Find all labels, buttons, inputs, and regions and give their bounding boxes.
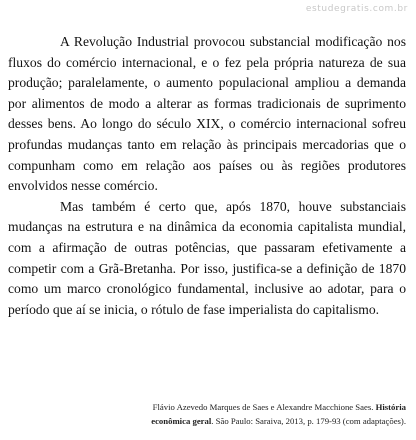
citation-title: História econômica geral [151,402,406,426]
paragraph-2: Mas também é certo que, após 1870, houve substanciais mudanças na estrutura e na dinâmica da economia capitalista mundial, com a afirmação de outras potências, que passaram efetivamente a competir com a Grã-Bretanha. Por isso, justifica-se a definição de 1870 como um marco cronológico fundamental, inclusive ao adotar, para o período que aí se inicia, o rótulo de fase imperialista do capitalismo. [8,198,406,317]
paragraph-1: A Revolução Industrial provocou substancial modificação nos fluxos do comércio internacional, e o fez pela própria natureza de sua produção; paralelamente, o aumento populacional ampliou a demanda por alimentos de modo a alterar as formas tradicionais de suprimento desses bens. Ao longo do século XIX, o comércio internacional sofreu profundas mudanças tanto em relação às principais mercadorias que o compunham como em relação aos países ou às regiões produtores envolvidos nesse comércio. [8,34,406,194]
source-citation [130,401,406,428]
citation-authors: Flávio Azevedo Marques de Saes e Alexandre Macchione Saes. [152,402,374,412]
citation-details: . São Paulo: Saraiva, 2013, p. 179-93 (com adaptações). [211,415,406,426]
article-body [8,32,406,320]
watermark: estudegratis.com.br [305,4,408,14]
